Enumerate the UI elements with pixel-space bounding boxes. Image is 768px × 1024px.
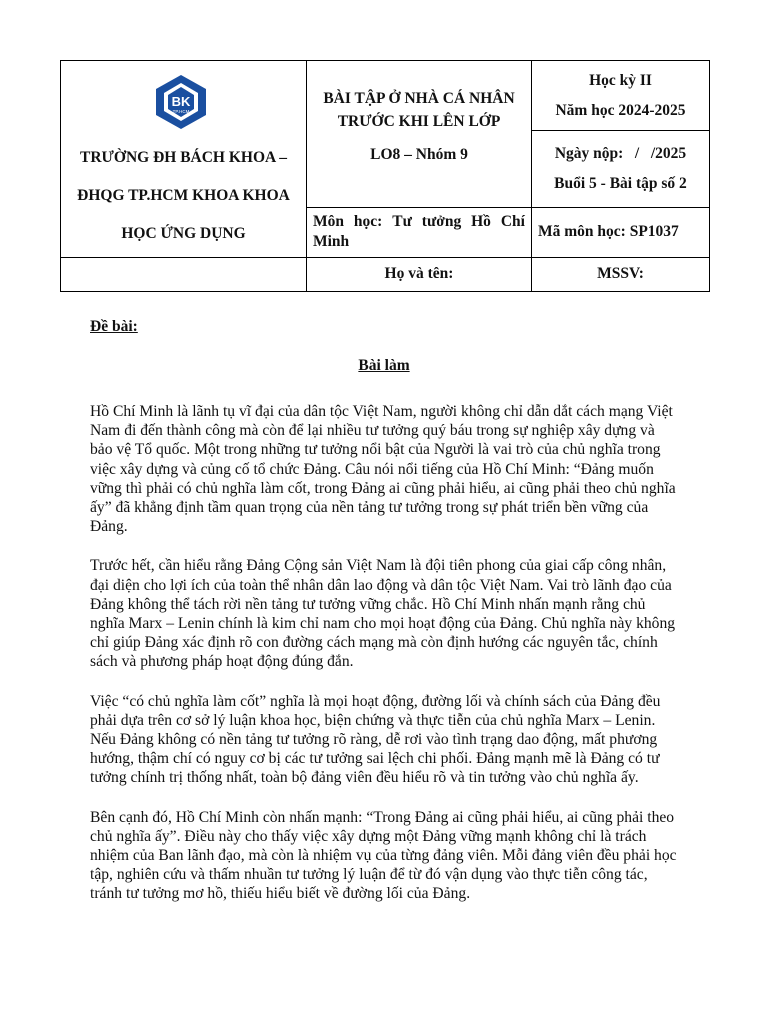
due-cell bbox=[532, 131, 710, 207]
answer-label: Bài làm bbox=[358, 357, 410, 374]
due-date: Ngày nộp: / /2025 bbox=[554, 144, 687, 162]
course-code: Mã môn học: SP1037 bbox=[532, 207, 710, 257]
paragraph: Việc “có chủ nghĩa làm cốt” nghĩa là mọi hoạt động, đường lối và chính sách của Đảng đều phải dựa trên cơ sở lý luận khoa học, biện chứng và thực tiễn của chủ nghĩa Marx – Lenin. Nếu Đảng không có nền tảng tư tưởng rõ ràng, dễ rơi vào tình trạng dao động, mất phương hướng, thậm chí có nguy cơ bị các tư tưởng sai lệch chi phối. Đảng mạnh mẽ là Đảng có tư tưởng chính trị thống nhất, toàn bộ đảng viên đều hiểu rõ và tin tưởng vào chủ nghĩa ấy. bbox=[90, 692, 661, 787]
academic-year: Năm học 2024-2025 bbox=[555, 101, 686, 119]
subject-word: Tư bbox=[392, 213, 412, 231]
subject-line1 bbox=[313, 212, 525, 232]
paragraph: Hồ Chí Minh là lãnh tụ vĩ đại của dân tộc Việt Nam, người không chỉ dẫn dắt cách mạng Việt Nam đi đến thành công mà còn để lại nhiều tư tưởng quý báu trong sự nghiệp xây dựng và bảo vệ Tổ quốc. Một trong những tư tưởng nổi bật của Người là vai trò của chủ nghĩa trong việc xây dựng và củng cố tổ chức Đảng. Câu nói nổi tiếng của Hồ Chí Minh: “Đảng muốn vững thì phải có chủ nghĩa làm cốt, trong Đảng ai cũng phải hiểu, ai cũng phải theo chủ nghĩa ấy” đã khẳng định tầm quan trọng của nền tảng tư tưởng trong sự phát triển bền vững của Đảng. bbox=[90, 403, 676, 536]
logo-text: BK bbox=[171, 94, 191, 109]
school-name-line3: HỌC ỨNG DỤNG bbox=[121, 225, 246, 242]
subject-cell bbox=[307, 207, 532, 257]
school-logo-icon bbox=[152, 73, 210, 131]
school-cell bbox=[61, 61, 307, 258]
assignment-title-line2: TRƯỚC KHI LÊN LỚP bbox=[337, 113, 501, 130]
paragraph: Trước hết, cần hiểu rằng Đảng Cộng sản Việt Nam là đội tiên phong của giai cấp công nhân, đại diện cho lợi ích của toàn thể nhân dân lao động và dân tộc Việt Nam. Vai trò lãnh đạo của Đảng không thể tách rời nền tảng tư tưởng vững chắc. Hồ Chí Minh nhấn mạnh rằng chủ nghĩa Marx – Lenin chính là kim chỉ nam cho mọi hoạt động của Đảng. Chủ nghĩa này không chỉ giúp Đảng xác định rõ con đường cách mạng mà còn định hướng các nguyên tắc, chính sách và phương pháp hoạt động đúng đắn. bbox=[90, 557, 676, 671]
assignment-label: Đề bài: bbox=[90, 318, 138, 335]
subject-word: học: bbox=[353, 213, 383, 231]
subject-word: Chí bbox=[500, 213, 525, 231]
subject-word: Hồ bbox=[471, 213, 491, 231]
header-table bbox=[60, 60, 710, 292]
group-label: LO8 – Nhóm 9 bbox=[370, 146, 468, 163]
subject-word: Môn bbox=[313, 213, 344, 231]
assignment-title-cell bbox=[307, 61, 532, 208]
subject-word: tưởng bbox=[421, 213, 462, 231]
student-name-label: Họ và tên: bbox=[307, 257, 532, 291]
assignment-title-line1: BÀI TẬP Ở NHÀ CÁ NHÂN bbox=[323, 90, 515, 107]
logo-subtext: TP.HCM bbox=[172, 109, 190, 114]
student-id-label: MSSV: bbox=[532, 257, 710, 291]
answer-body bbox=[90, 402, 680, 924]
semester-cell bbox=[532, 61, 710, 131]
subject-line2: Minh bbox=[313, 233, 350, 251]
empty-cell bbox=[61, 257, 307, 291]
school-name bbox=[67, 139, 300, 253]
paragraph: Bên cạnh đó, Hồ Chí Minh còn nhấn mạnh: “Trong Đảng ai cũng phải hiểu, ai cũng phải theo chủ nghĩa ấy”. Điều này cho thấy việc xây dựng một Đảng vững mạnh không chỉ là trách nhiệm của Ban lãnh đạo, mà còn là nhiệm vụ của từng đảng viên. Mỗi đảng viên đều phải học tập, nghiên cứu và thấm nhuần tư tưởng lý luận để từ đó vận dụng vào thực tiễn công tác, tránh tư tưởng mơ hồ, thiếu hiểu biết về đường lối của Đảng. bbox=[90, 808, 677, 903]
school-name-line1: TRƯỜNG ĐH BÁCH KHOA – bbox=[80, 149, 287, 166]
session-label: Buổi 5 - Bài tập số 2 bbox=[554, 174, 687, 192]
semester-term: Học kỳ II bbox=[589, 71, 652, 89]
school-name-line2: ĐHQG TP.HCM KHOA KHOA bbox=[77, 187, 290, 204]
